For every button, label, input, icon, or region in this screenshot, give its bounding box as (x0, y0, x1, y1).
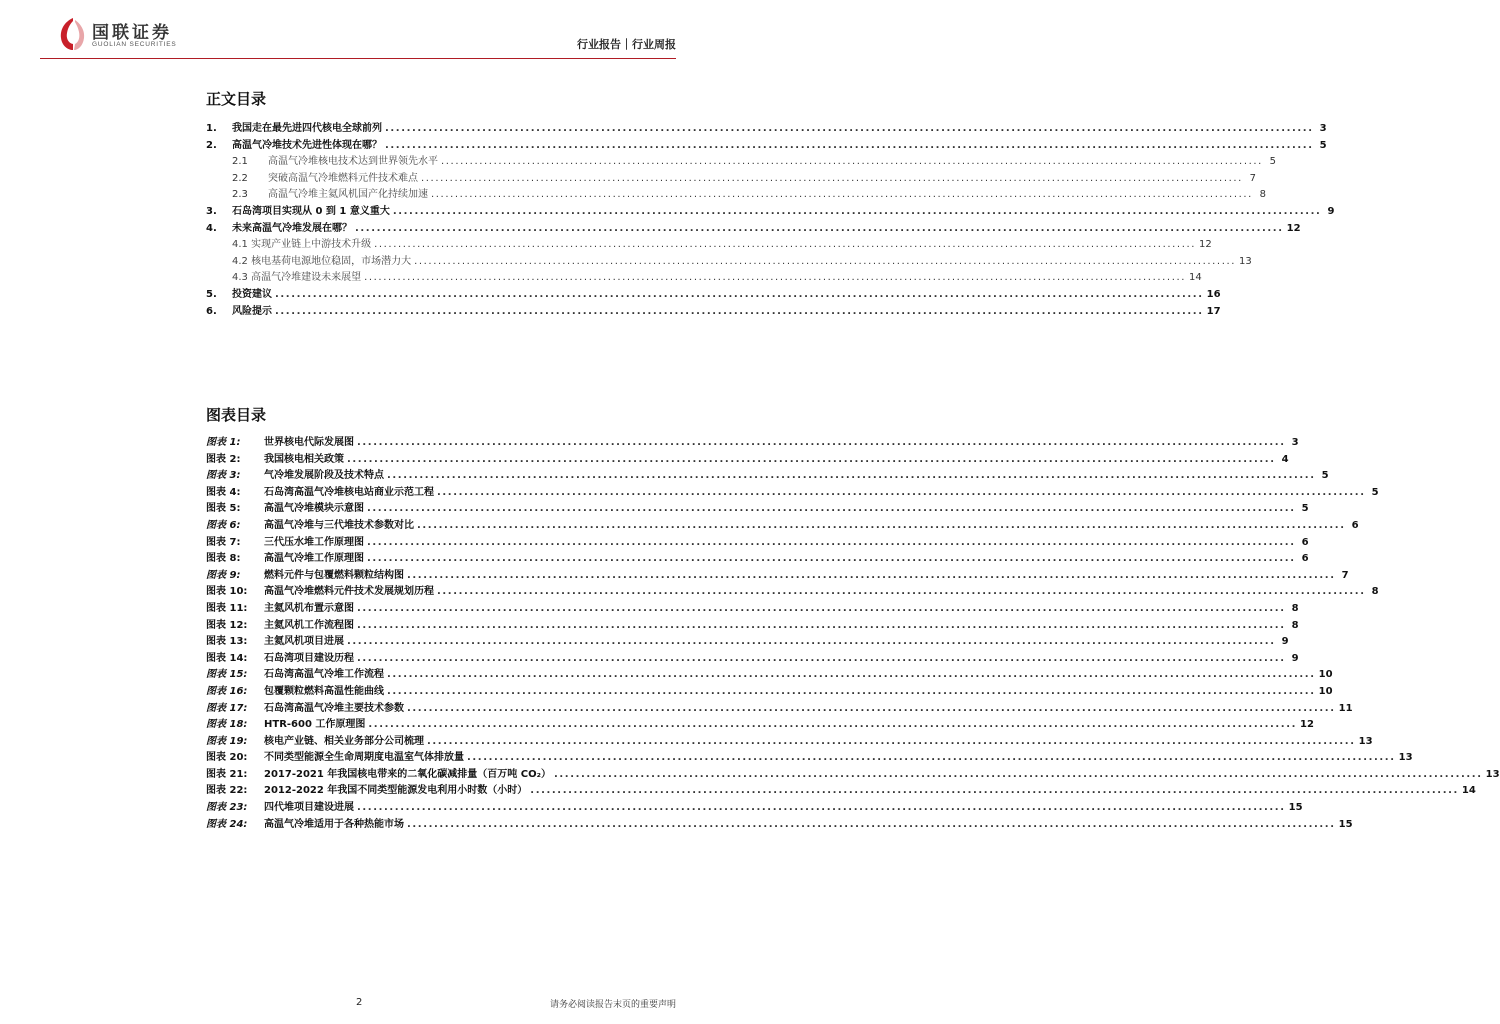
toc-entry-number: 2.1 (232, 156, 248, 168)
figure-entry[interactable] (206, 684, 1333, 701)
figure-entry[interactable] (206, 618, 1299, 635)
figure-entry-page: 13 (1398, 752, 1413, 764)
figure-entry[interactable] (206, 634, 1289, 651)
toc-entry[interactable] (206, 221, 1301, 238)
toc-entry-page: 17 (1206, 305, 1221, 317)
figure-entry-number: 图表 19: (206, 735, 248, 747)
figure-entry-title: 石岛湾高温气冷堆核电站商业示范工程 (264, 486, 434, 498)
brand-name-en: GUOLIAN SECURITIES (92, 41, 177, 48)
figure-entry[interactable] (206, 568, 1349, 585)
toc-entry-page: 16 (1206, 288, 1221, 300)
dot-leader (431, 187, 1253, 204)
figure-entry[interactable] (206, 701, 1353, 718)
figure-entry-page: 12 (1300, 719, 1314, 731)
figure-entry-page: 4 (1281, 453, 1289, 465)
dot-leader (417, 518, 1346, 535)
figure-entry-title: 我国核电相关政策 (264, 453, 344, 465)
logo-mark-icon (58, 16, 88, 52)
figure-entry-page: 11 (1338, 702, 1353, 714)
figure-entry[interactable] (206, 551, 1309, 568)
dot-leader (427, 734, 1356, 751)
toc-entry-title: 投资建议 (232, 288, 272, 300)
toc-entry[interactable] (206, 138, 1327, 155)
figure-entry-number: 图表 1: (206, 437, 241, 448)
dot-leader (530, 783, 1459, 800)
toc-entry-page: 5 (1319, 139, 1327, 151)
toc-entry-number: 5. (206, 288, 217, 300)
toc-entry-number: 6. (206, 305, 217, 317)
dot-leader (407, 568, 1336, 585)
figure-entry-title: 主氦风机项目进展 (264, 636, 344, 648)
figure-entry-title: 石岛湾高温气冷堆工作流程 (264, 669, 384, 681)
toc-entry-number: 2. (206, 139, 217, 151)
figure-entry-title: 2012-2022 年我国不同类型能源发电利用小时数（小时） (264, 785, 528, 797)
figure-entry-number: 图表 2: (206, 453, 241, 465)
figure-entry-number: 图表 12: (206, 619, 248, 631)
toc-entry-title: 风险提示 (232, 305, 272, 317)
figure-entry[interactable] (206, 535, 1309, 552)
figure-entry-title: 主氦风机工作流程图 (264, 619, 354, 631)
figure-entry[interactable] (206, 734, 1373, 751)
toc-entry-page: 9 (1327, 205, 1335, 217)
report-type-label: 行业报告｜行业周报 (577, 38, 676, 51)
figure-entry[interactable] (206, 717, 1314, 734)
figure-entry-number: 图表 18: (206, 719, 248, 731)
figure-entry-page: 8 (1291, 619, 1299, 631)
dot-leader (441, 154, 1263, 171)
figure-entry-page: 15 (1288, 802, 1303, 814)
figure-entry-page: 8 (1371, 586, 1379, 598)
figure-entry-page: 15 (1338, 818, 1353, 830)
figure-entry[interactable] (206, 601, 1299, 618)
figure-entry-title: 2017-2021 年我国核电带来的二氧化碳减排量（百万吨 CO₂） (264, 768, 551, 780)
toc-entry-page: 12 (1286, 222, 1301, 234)
figure-entry-page: 5 (1301, 503, 1309, 515)
toc-entry[interactable] (206, 237, 1212, 254)
figure-entry-number: 图表 22: (206, 785, 248, 797)
figure-entry-page: 13 (1485, 768, 1500, 780)
dot-leader (387, 684, 1316, 701)
figure-entry-page: 13 (1358, 735, 1373, 747)
figure-entry-number: 图表 3: (206, 470, 241, 482)
dot-leader (467, 750, 1396, 767)
dot-leader (374, 237, 1196, 254)
figure-entry-number: 图表 10: (206, 586, 248, 598)
figure-entry-number: 图表 13: (206, 636, 248, 648)
figure-entry[interactable] (206, 485, 1379, 502)
toc-entry[interactable] (206, 187, 1266, 204)
toc-entry-page: 3 (1319, 123, 1327, 134)
dot-leader (554, 767, 1483, 784)
dot-leader (407, 817, 1336, 834)
toc-entry-title: 4.2 核电基荷电源地位稳固，市场潜力大 (232, 255, 412, 267)
dot-leader (357, 601, 1286, 618)
figure-entry-title: 高温气冷堆适用于各种热能市场 (264, 818, 404, 830)
toc-entry-title: 4.3 高温气冷堆建设未来展望 (232, 272, 362, 284)
figure-entry-page: 10 (1318, 669, 1333, 681)
toc-title: 正文目录 (206, 90, 267, 108)
toc-entry[interactable] (206, 254, 1252, 271)
toc-entry-number: 1. (206, 123, 217, 134)
figure-entry-number: 图表 20: (206, 752, 248, 764)
figure-entry-title: 世界核电代际发展图 (264, 437, 354, 448)
figure-entry-title: 高温气冷堆与三代堆技术参数对比 (264, 519, 414, 531)
figure-entry-page: 14 (1461, 785, 1476, 797)
figure-entry-title: HTR-600 工作原理图 (264, 719, 366, 731)
dot-leader (407, 701, 1336, 718)
figure-entry-title: 石岛湾项目建设历程 (264, 652, 354, 664)
figure-entry-page: 3 (1291, 437, 1299, 448)
figure-entry[interactable] (206, 817, 1353, 834)
figure-entry-title: 高温气冷堆燃料元件技术发展规划历程 (264, 586, 434, 598)
figure-entry[interactable] (206, 651, 1299, 668)
toc-list (206, 121, 1335, 320)
toc-entry-title: 石岛湾项目实现从 0 到 1 意义重大 (232, 205, 390, 217)
dot-leader (421, 171, 1243, 188)
figure-list (206, 435, 1500, 833)
disclaimer-note: 请务必阅读报告末页的重要声明 (549, 1000, 676, 1010)
figure-entry-page: 5 (1321, 470, 1329, 482)
toc-entry-number: 2.2 (232, 172, 248, 184)
toc-entry-page: 5 (1269, 156, 1276, 168)
toc-entry-page: 14 (1189, 272, 1202, 284)
figure-entry-title: 主氦风机布置示意图 (264, 602, 354, 614)
figure-entry-number: 图表 23: (206, 802, 248, 814)
dot-leader (367, 535, 1296, 552)
figure-entry-title: 核电产业链、相关业务部分公司梳理 (264, 735, 424, 747)
figure-entry-page: 9 (1281, 636, 1289, 648)
toc-entry-number: 3. (206, 205, 217, 217)
figure-entry-title: 包覆颗粒燃料高温性能曲线 (264, 685, 384, 697)
figure-entry[interactable] (206, 767, 1500, 784)
figure-entry-number: 图表 14: (206, 652, 248, 664)
toc-entry-title: 4.1 实现产业链上中游技术升级 (232, 239, 372, 251)
toc-entry-page: 7 (1249, 172, 1256, 184)
toc-entry-title: 突破高温气冷堆燃料元件技术难点 (268, 172, 418, 184)
figure-entry-title: 燃料元件与包覆燃料颗粒结构图 (264, 569, 404, 581)
figure-entry-page: 10 (1318, 685, 1333, 697)
dot-leader (367, 501, 1296, 518)
figure-entry-page: 8 (1291, 602, 1299, 614)
figure-entry-number: 图表 7: (206, 536, 241, 548)
toc-entry-number: 4. (206, 222, 217, 234)
dot-leader (437, 584, 1366, 601)
header-divider (40, 58, 676, 59)
dot-leader (275, 287, 1204, 304)
figure-entry-title: 气冷堆发展阶段及技术特点 (264, 470, 384, 482)
figure-entry[interactable] (206, 452, 1289, 469)
dot-leader (368, 717, 1297, 734)
dot-leader (355, 221, 1284, 238)
toc-entry-title: 未来高温气冷堆发展在哪？ (232, 222, 352, 234)
toc-entry[interactable] (206, 171, 1256, 188)
figure-entry[interactable] (206, 518, 1359, 535)
toc-entry-page: 8 (1259, 189, 1266, 201)
figure-entry-number: 图表 16: (206, 685, 248, 697)
figure-entry[interactable] (206, 783, 1476, 800)
figure-entry-title: 四代堆项目建设进展 (264, 802, 354, 814)
figure-entry-number: 图表 17: (206, 702, 248, 714)
figure-entry[interactable] (206, 667, 1333, 684)
toc-entry-page: 12 (1199, 239, 1212, 251)
figure-entry-number: 图表 5: (206, 503, 241, 515)
figure-entry[interactable] (206, 800, 1303, 817)
figure-entry-number: 图表 24: (206, 818, 248, 830)
dot-leader (357, 800, 1286, 817)
figure-list-title: 图表目录 (206, 406, 267, 424)
brand-name-cn: 国联证券 (92, 23, 172, 43)
dot-leader (385, 121, 1314, 138)
toc-entry-title: 高温气冷堆核电技术达到世界领先水平 (268, 156, 438, 168)
figure-list-section (206, 404, 1500, 833)
dot-leader (347, 634, 1276, 651)
toc-entry[interactable] (206, 304, 1221, 321)
dot-leader (414, 254, 1236, 271)
figure-entry[interactable] (206, 584, 1379, 601)
figure-entry-title: 三代压水堆工作原理图 (264, 536, 364, 548)
figure-entry-number: 图表 15: (206, 669, 248, 681)
figure-entry-title: 高温气冷堆模块示意图 (264, 503, 364, 515)
figure-entry-title: 高温气冷堆工作原理图 (264, 553, 364, 565)
page-number: 2 (356, 997, 363, 1008)
toc-entry-page: 13 (1239, 255, 1252, 267)
dot-leader (437, 485, 1366, 502)
toc-entry-title: 高温气冷堆主氦风机国产化持续加速 (268, 189, 428, 201)
toc-entry[interactable] (206, 270, 1202, 287)
dot-leader (275, 304, 1204, 321)
figure-entry-page: 6 (1351, 519, 1359, 531)
figure-entry[interactable] (206, 468, 1329, 485)
figure-entry[interactable] (206, 435, 1299, 452)
figure-entry-number: 图表 11: (206, 602, 248, 614)
toc-entry[interactable] (206, 121, 1327, 138)
figure-entry-page: 7 (1341, 569, 1349, 581)
page-header (0, 0, 724, 66)
toc-entry[interactable] (206, 287, 1221, 304)
figure-entry-page: 6 (1301, 536, 1309, 548)
dot-leader (385, 138, 1314, 155)
toc-entry[interactable] (206, 154, 1276, 171)
dot-leader (387, 667, 1316, 684)
dot-leader (357, 618, 1286, 635)
dot-leader (367, 551, 1296, 568)
toc-entry-title: 高温气冷堆技术先进性体现在哪？ (232, 139, 382, 151)
toc-section (206, 88, 1335, 320)
figure-entry-title: 不同类型能源全生命周期度电温室气体排放量 (264, 752, 464, 764)
dot-leader (357, 651, 1286, 668)
figure-entry-number: 图表 6: (206, 519, 241, 531)
toc-entry-number: 2.3 (232, 189, 248, 201)
dot-leader (393, 204, 1322, 221)
dot-leader (387, 468, 1316, 485)
figure-entry-number: 图表 8: (206, 553, 241, 565)
company-logo (58, 16, 198, 56)
dot-leader (357, 435, 1286, 452)
figure-entry-page: 9 (1291, 652, 1299, 664)
figure-entry-page: 5 (1371, 486, 1379, 498)
figure-entry-page: 6 (1301, 553, 1309, 565)
toc-entry[interactable] (206, 204, 1335, 221)
dot-leader (347, 452, 1276, 469)
figure-entry-number: 图表 9: (206, 569, 241, 581)
figure-entry[interactable] (206, 501, 1309, 518)
dot-leader (364, 270, 1186, 287)
toc-entry-title: 我国走在最先进四代核电全球前列 (232, 123, 382, 134)
figure-entry-title: 石岛湾高温气冷堆主要技术参数 (264, 702, 404, 714)
figure-entry-number: 图表 4: (206, 486, 241, 498)
figure-entry[interactable] (206, 750, 1413, 767)
figure-entry-number: 图表 21: (206, 768, 248, 780)
